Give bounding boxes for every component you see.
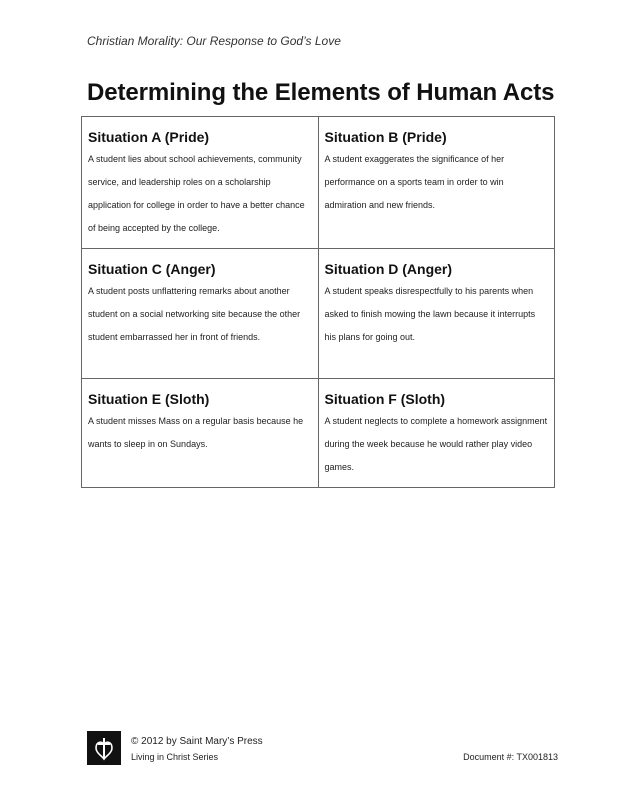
situations-table xyxy=(81,116,555,488)
situation-b-text: A student exaggerates the significance of her performance on a sports team in order to win admiration and new friends. xyxy=(324,154,505,210)
situation-a-cell xyxy=(82,117,319,249)
situation-c-text: A student posts unflattering remarks about another student on a social networking site because the other student embarrassed her in front of friends. xyxy=(88,286,301,342)
publisher-logo-icon xyxy=(87,731,121,765)
situation-f-heading: Situation F (Sloth) xyxy=(324,391,446,407)
situation-e-cell xyxy=(82,379,319,488)
page-title: Determining the Elements of Human Acts xyxy=(87,79,555,106)
situation-e-text: A student misses Mass on a regular basis because he wants to sleep in on Sundays. xyxy=(88,416,304,449)
situation-d-heading: Situation D (Anger) xyxy=(324,261,453,277)
situation-b-heading: Situation B (Pride) xyxy=(324,129,447,145)
situation-d-text: A student speaks disrespectfully to his parents when asked to finish mowing the lawn because it interrupts his plans for going out. xyxy=(324,286,536,342)
situation-f-text: A student neglects to complete a homework assignment during the week because he would rather play video games. xyxy=(324,416,548,472)
situation-b-cell xyxy=(318,117,555,249)
document-number: Document #: TX001813 xyxy=(463,752,558,762)
situation-e-heading: Situation E (Sloth) xyxy=(88,391,210,407)
situation-c-heading: Situation C (Anger) xyxy=(88,261,216,277)
situation-c-cell xyxy=(82,249,319,379)
situation-f-cell xyxy=(318,379,555,488)
situation-a-heading: Situation A (Pride) xyxy=(88,129,210,145)
situation-d-cell xyxy=(318,249,555,379)
series-name: Living in Christ Series xyxy=(131,752,219,762)
running-title: Christian Morality: Our Response to God’s Love xyxy=(87,34,341,48)
situation-a-text: A student lies about school achievements, community service, and leadership roles on a scholarship application for college in order to have a better chance of being accepted by the college. xyxy=(88,154,305,233)
copyright-text: © 2012 by Saint Mary’s Press xyxy=(131,736,263,747)
